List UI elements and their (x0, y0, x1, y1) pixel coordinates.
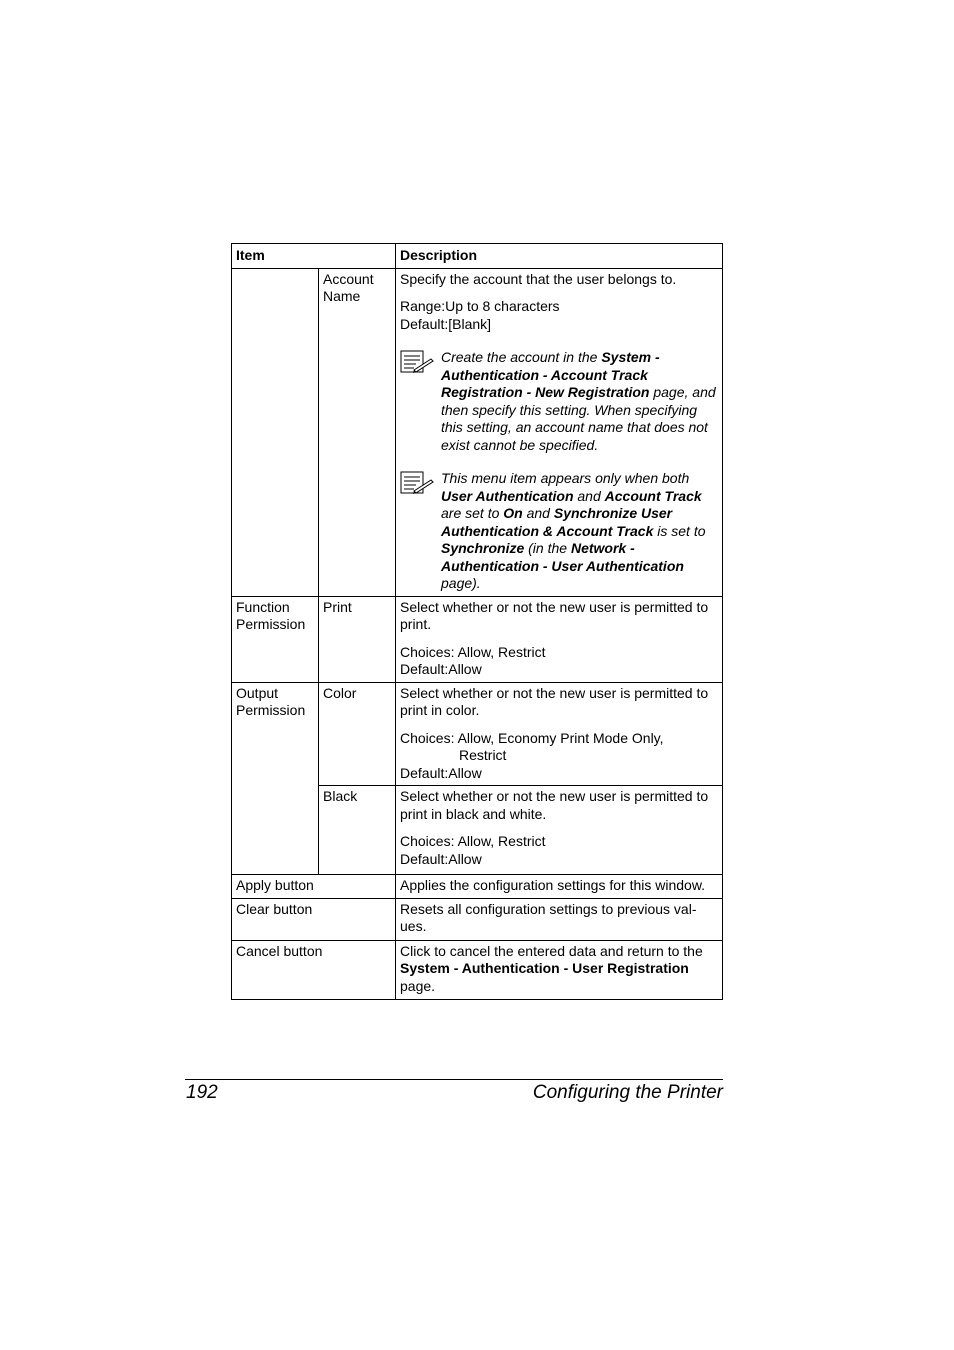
note-text (441, 470, 719, 593)
choices-line (400, 730, 719, 748)
choices-label: Choices: (400, 729, 455, 746)
choices-line (400, 644, 719, 662)
description-text: Specify the account that the user belongs to. (400, 270, 677, 287)
default-value: Allow (448, 661, 482, 677)
description-text: Click to cancel the entered data and return to the (400, 942, 703, 959)
settings-table (231, 243, 723, 1000)
description-cell (396, 268, 723, 596)
note-text (441, 349, 719, 454)
range-line (400, 298, 719, 316)
description-text: Select whether or not the new user is permitted to print in color. (400, 684, 709, 718)
note-icon (400, 349, 441, 454)
description-cell: Applies the configuration settings for this window. (396, 875, 723, 899)
range-label: Range: (400, 298, 446, 314)
choices-line (400, 833, 719, 851)
subitem-cell: Account Name (319, 268, 396, 596)
description-cell: Resets all configuration settings to previous val-ues. (396, 898, 723, 940)
page-number: 192 (186, 1082, 218, 1103)
choices-value: Allow, Economy Print Mode Only, (457, 729, 664, 746)
subitem-cell: Color (319, 682, 396, 786)
note-text-part: page). (441, 575, 481, 591)
description-bold: System - Authentication - User Registration (400, 960, 689, 976)
note-bold-part: On (503, 505, 523, 521)
note-bold-part: Synchronize User Authentication & Account Track (441, 505, 673, 539)
choices-line-continued: Restrict (459, 747, 507, 763)
item-cell (232, 268, 319, 596)
item-cell: Clear button (232, 898, 396, 940)
table-row (232, 875, 723, 899)
default-label: Default: (400, 315, 449, 332)
description-cell (396, 682, 723, 786)
note-block (400, 349, 719, 454)
choices-label: Choices: (400, 833, 455, 849)
default-line (400, 851, 719, 872)
note-icon (400, 470, 441, 593)
note-text-part: and (522, 505, 554, 521)
choices-label: Choices: (400, 643, 455, 660)
note-text-part: (in the (524, 540, 571, 556)
description-cell (396, 786, 723, 875)
table-row (232, 898, 723, 940)
default-line (400, 661, 719, 679)
note-bold-part: Synchronize (441, 540, 525, 556)
item-cell: Output Permission (232, 682, 319, 875)
item-cell: Cancel button (232, 940, 396, 1000)
subitem-cell: Print (319, 596, 396, 682)
note-text-part: Create the account in the (441, 349, 602, 365)
item-cell: Function Permission (232, 596, 319, 682)
note-block (400, 470, 719, 593)
table-row (232, 596, 723, 682)
note-text-part: are set to (441, 505, 504, 521)
subitem-cell: Black (319, 786, 396, 875)
note-bold-part: System - Authentication - Account Track Registration - New Registration (441, 349, 660, 400)
note-text-part: This menu item appears only when both (441, 470, 690, 486)
default-label: Default: (400, 764, 449, 781)
header-item: Item (232, 244, 396, 269)
description-text: Select whether or not the new user is permitted to print. (400, 598, 709, 632)
description-text: page. (400, 977, 436, 994)
note-bold-part: User Authentication (441, 487, 574, 504)
description-cell (396, 596, 723, 682)
default-line (400, 316, 719, 334)
default-line (400, 765, 719, 783)
note-text-part: and (573, 487, 605, 504)
default-value: Allow (448, 850, 482, 867)
table-row (232, 682, 723, 786)
default-value: Allow (448, 764, 482, 781)
note-bold-part: Network - Authentication - User Authentication (441, 540, 684, 574)
choices-value: Allow, Restrict (457, 833, 546, 849)
default-label: Default: (400, 850, 449, 867)
choices-value: Allow, Restrict (457, 643, 546, 660)
footer-rule (185, 1079, 723, 1080)
range-value: Up to 8 characters (445, 298, 560, 314)
table-row (232, 940, 723, 1000)
note-bold-part: Account Track (604, 487, 702, 504)
chapter-title: Configuring the Printer (532, 1082, 723, 1103)
table-row (232, 268, 723, 596)
header-description: Description (396, 244, 723, 269)
default-label: Default: (400, 661, 449, 677)
default-value: [Blank] (448, 315, 492, 332)
table-header-row (232, 244, 723, 269)
description-cell (396, 940, 723, 1000)
note-text-part: is set to (653, 522, 706, 539)
note-text-part: page, and then specify this setting. When specifying this setting, an account name that does not exist cannot be specified. (441, 384, 716, 453)
item-cell: Apply button (232, 875, 396, 899)
description-text: Select whether or not the new user is permitted to print in black and white. (400, 788, 709, 822)
